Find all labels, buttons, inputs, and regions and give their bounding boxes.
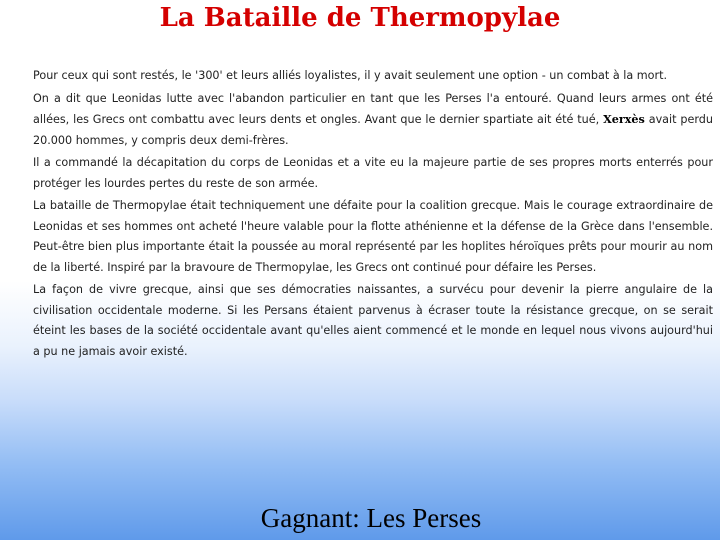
paragraph-2 [33,89,713,152]
paragraph-3: Il a commandé la décapitation du corps de Leonidas et a vite eu la majeure partie de ses propres morts enterrés pour protéger les lourdes pertes du reste de son armée. [33,156,713,190]
paragraph-2-start: On a dit que Leonidas lutte avec l'abandon particulier en tant que les Perses l'a entouré. Quand leurs armes ont été allées, les Grecs ont combattu avec leurs dents et ongles. Avant que le dernier spartiate ait été tué, [33,91,713,126]
paragraph-5: La façon de vivre grecque, ainsi que ses démocraties naissantes, a survécu pour devenir la pierre angulaire de la civilisation occidentale moderne. Si les Persans étaient parvenus à écraser toute la résistance grecque, on se serait éteint les bases de la société occidentale avant qu'elles aient commencé et le monde en lequel nous vivons aujourd'hui a pu ne jamais avoir existé. [33,283,713,358]
paragraph-2-end: avait perdu 20.000 hommes, y compris deux demi-frères. [33,113,713,147]
paragraph-4: La bataille de Thermopylae était techniquement une défaite pour la coalition grecque. Mais le courage extraordinaire de Leonidas et ses hommes ont acheté l'heure valable pour la flotte athénienne et la défense de la Grèce dans l'ensemble. Peut-être bien plus importante était la poussée au moral représenté par les hoplites héroïques prêts pour mourir au nom de la liberté. Inspiré par la bravoure de Thermopylae, les Grecs ont continué pour défaire les Perses. [33,199,713,274]
body-text [33,66,713,364]
slide-title: La Bataille de Thermopylae [159,3,561,33]
winner-caption: Gagnant: Les Perses [260,503,482,533]
paragraph-1: Pour ceux qui sont restés, le '300' et leurs alliés loyalistes, il y avait seulement une option - un combat à la mort. [33,69,668,82]
xerxes-name: Xerxès [603,112,645,126]
